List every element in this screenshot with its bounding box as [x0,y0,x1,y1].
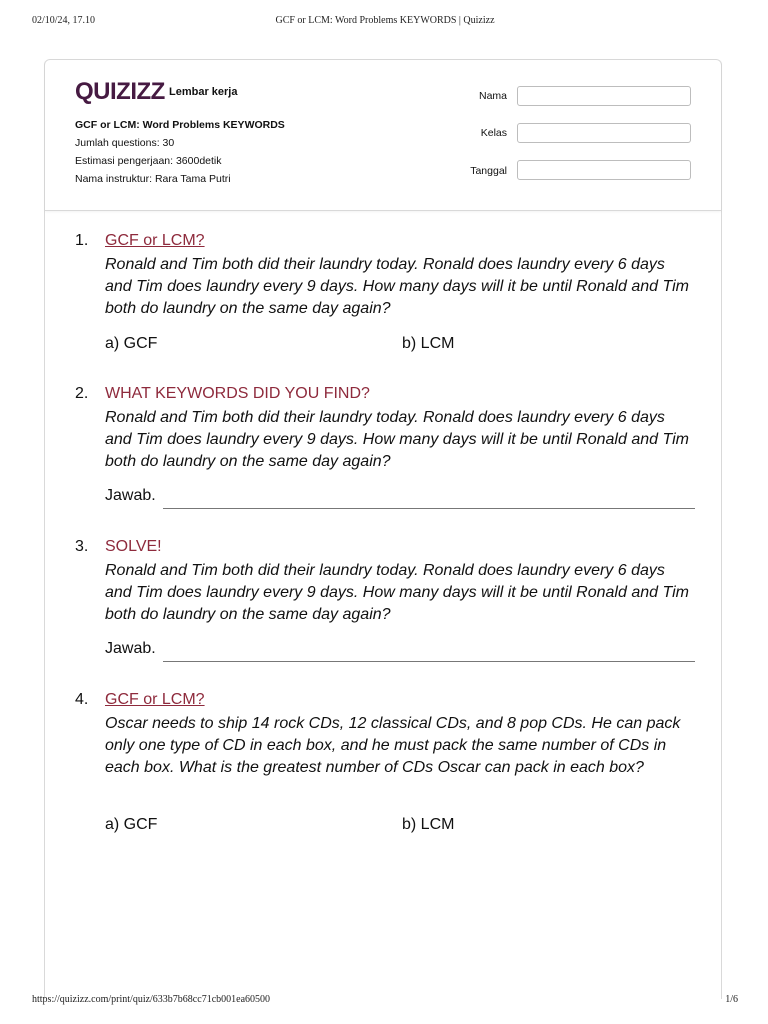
time-estimate: Estimasi pengerjaan: 3600detik [75,155,222,167]
question-text: Oscar needs to ship 14 rock CDs, 12 classical CDs, and 8 pop CDs. He can pack only one type of CD in each box, and he must pack the same number of CDs in each box. What is the greatest number of CDs Oscar can pack in each box? [105,715,681,776]
print-footer [32,994,738,1010]
answer-line[interactable] [163,508,695,509]
question-number: 3. [75,538,89,555]
print-date: 02/10/24, 17.10 [32,15,96,26]
question-title: GCF or LCM? [105,232,205,249]
question-number: 2. [75,385,89,402]
print-title: GCF or LCM: Word Problems KEYWORDS | Quizizz [275,15,495,26]
name-field[interactable] [517,86,691,106]
quiz-title: GCF or LCM: Word Problems KEYWORDS [75,119,285,131]
date-label: Tanggal [470,165,507,177]
date-field[interactable] [517,160,691,180]
answer-line[interactable] [163,661,695,662]
question-text: Ronald and Tim both did their laundry today. Ronald does laundry every 6 days and Tim does laundry every 9 days. How many days will it be until Ronald and Tim both do laundry on the same day again? [105,562,689,623]
question-3 [75,538,695,663]
instructor-name: Nama instruktur: Rara Tama Putri [75,173,231,185]
name-label: Nama [478,90,507,102]
print-url[interactable]: https://quizizz.com/print/quiz/633b7b68cc71cb001ea60500 [32,994,271,1005]
answer-label: Jawab. [105,640,156,657]
print-header [32,15,738,31]
worksheet [44,59,722,999]
class-label: Kelas [480,127,507,139]
question-2 [75,385,695,510]
question-1 [75,232,695,357]
option-b[interactable]: b) LCM [402,816,455,833]
quizizz-logo: QUIZIZZ [75,78,165,105]
question-text: Ronald and Tim both did their laundry today. Ronald does laundry every 6 days and Tim does laundry every 9 days. How many days will it be until Ronald and Tim both do laundry on the same day again? [105,409,689,470]
question-title: WHAT KEYWORDS DID YOU FIND? [105,385,370,402]
worksheet-header [45,60,721,211]
question-4 [75,691,695,841]
answer-label: Jawab. [105,487,156,504]
worksheet-label: Lembar kerja [169,86,238,98]
question-number: 4. [75,691,89,708]
page-number: 1/6 [725,994,738,1005]
option-b[interactable]: b) LCM [402,335,455,352]
question-number: 1. [75,232,89,249]
question-title: SOLVE! [105,538,162,555]
class-field[interactable] [517,123,691,143]
question-title: GCF or LCM? [105,691,205,708]
option-a[interactable]: a) GCF [105,816,158,833]
question-count: Jumlah questions: 30 [75,137,175,149]
question-text: Ronald and Tim both did their laundry today. Ronald does laundry every 6 days and Tim does laundry every 9 days. How many days will it be until Ronald and Tim both do laundry on the same day again? [105,256,689,317]
option-a[interactable]: a) GCF [105,335,158,352]
